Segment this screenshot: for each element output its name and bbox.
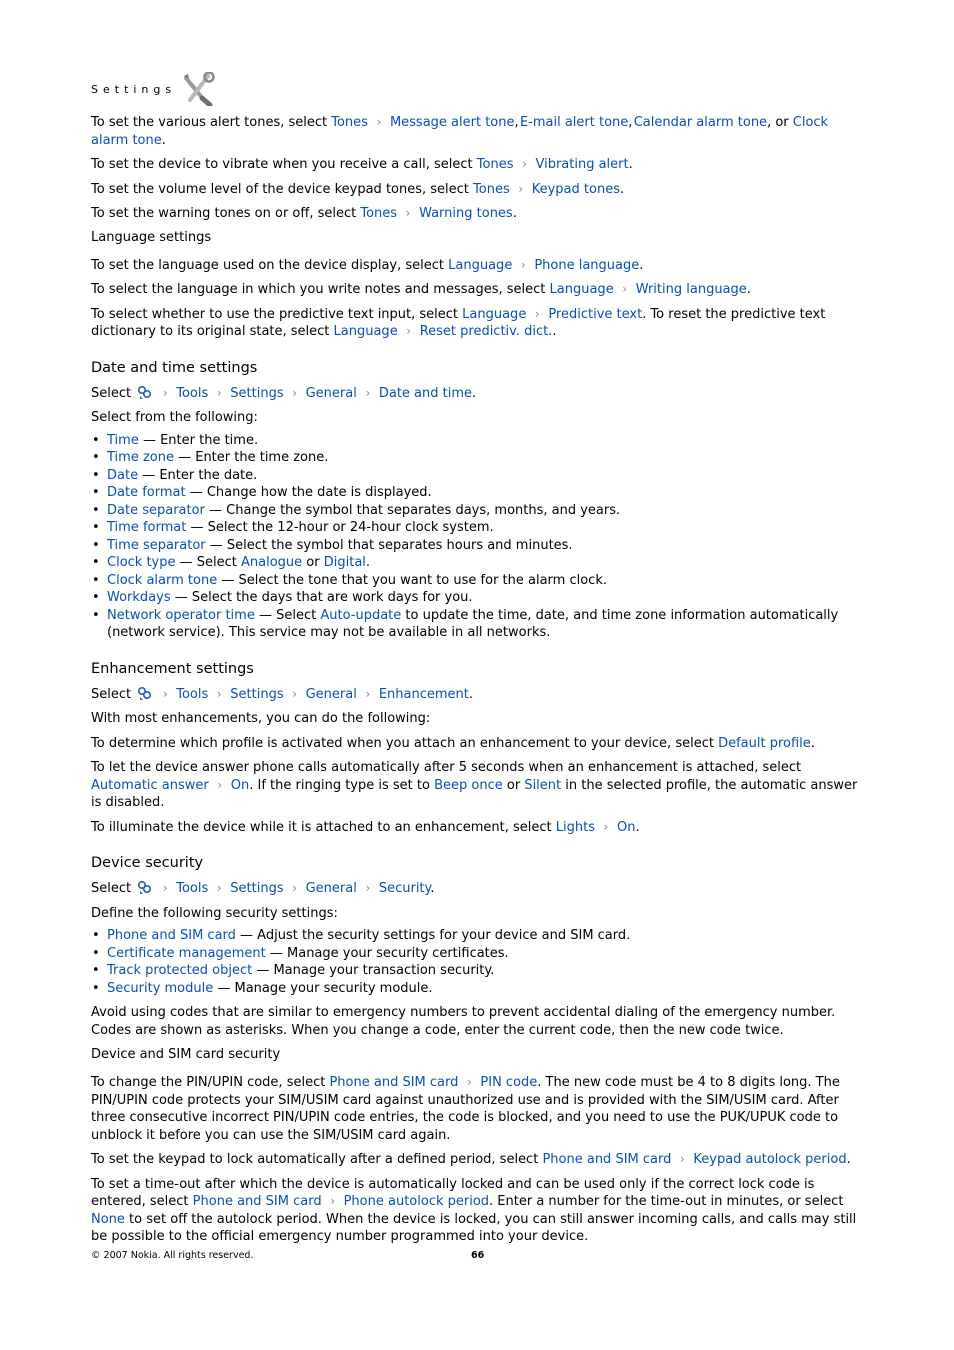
list-item: • Clock type — Select Analogue or Digital. xyxy=(91,554,866,572)
link-tones[interactable]: Tones xyxy=(476,157,514,172)
link-tones[interactable]: Tones xyxy=(360,206,398,221)
menu-key-icon xyxy=(137,686,152,701)
automatic-answer-paragraph: To let the device answer phone calls automatically after 5 seconds when an enhancement is attached, select Automatic answer › On. If the ringing type is set to Beep once or Silent in the selected profile, the automatic answer is disabled. xyxy=(91,760,858,810)
security-path: Select › Tools › Settings › General › Security. xyxy=(91,881,435,896)
link-clock-alarm-tone[interactable]: Clock alarm tone xyxy=(91,115,829,148)
list-item: • Date format — Change how the date is displayed. xyxy=(91,484,866,502)
link-time-separator[interactable]: Time separator xyxy=(107,537,206,553)
chevron-right-icon: › xyxy=(365,686,371,701)
link-silent[interactable]: Silent xyxy=(524,777,562,793)
lights-paragraph: To illuminate the device while it is attached to an enhancement, select Lights › On. xyxy=(91,819,640,835)
link-tools[interactable]: Tools xyxy=(176,686,209,702)
link-vibrating-alert[interactable]: Vibrating alert xyxy=(535,157,629,172)
chevron-right-icon: › xyxy=(217,777,223,792)
chevron-right-icon: › xyxy=(405,206,411,220)
copyright: © 2007 Nokia. All rights reserved. xyxy=(91,1250,254,1261)
link-message-alert-tone[interactable]: Message alert tone xyxy=(389,115,515,130)
link-clock-type[interactable]: Clock type xyxy=(107,555,176,570)
chevron-right-icon: › xyxy=(365,881,371,895)
link-keypad-autolock-period[interactable]: Keypad autolock period xyxy=(693,1152,847,1167)
link-time-zone[interactable]: Time zone xyxy=(107,450,174,465)
link-on[interactable]: On xyxy=(230,777,250,793)
link-on[interactable]: On xyxy=(616,819,636,835)
link-tones[interactable]: Tones xyxy=(331,115,368,130)
date-time-heading: Date and time settings xyxy=(91,359,258,376)
header-title: Settings xyxy=(91,82,177,96)
link-phone-and-sim-card[interactable]: Phone and SIM card xyxy=(107,928,236,943)
keypad-tones-paragraph: To set the volume level of the device keypad tones, select Tones › Keypad tones. xyxy=(91,181,625,197)
list-item: • Time zone — Enter the time zone. xyxy=(91,449,866,467)
list-item: • Workdays — Select the days that are work days for you. xyxy=(91,589,866,607)
chevron-right-icon: › xyxy=(466,1075,472,1089)
link-phone-language[interactable]: Phone language xyxy=(534,257,640,273)
chevron-right-icon: › xyxy=(292,881,298,895)
link-settings[interactable]: Settings xyxy=(230,686,284,702)
link-calendar-alarm-tone[interactable]: Calendar alarm tone xyxy=(633,115,768,130)
sim-security-heading: Device and SIM card security xyxy=(91,1047,281,1062)
link-network-operator-time[interactable]: Network operator time xyxy=(107,607,255,623)
link-general[interactable]: General xyxy=(305,881,357,896)
link-writing-language[interactable]: Writing language xyxy=(635,282,747,297)
link-time[interactable]: Time xyxy=(107,432,139,448)
enhancement-path: Select › Tools › Settings › General › Enhancement. xyxy=(91,686,474,702)
link-phone-and-sim-card[interactable]: Phone and SIM card xyxy=(542,1152,672,1167)
security-options-list xyxy=(91,927,866,997)
link-enhancement[interactable]: Enhancement xyxy=(378,686,469,702)
chevron-right-icon: › xyxy=(216,881,222,895)
link-clock-alarm-tone[interactable]: Clock alarm tone xyxy=(107,572,218,588)
chevron-right-icon: › xyxy=(292,385,298,400)
link-general[interactable]: General xyxy=(305,385,357,401)
link-date-format[interactable]: Date format xyxy=(107,485,186,500)
security-intro: Define the following security settings: xyxy=(91,905,338,921)
default-profile-paragraph: To determine which profile is activated when you attach an enhancement to your device, select Default profile. xyxy=(91,735,815,751)
link-none[interactable]: None xyxy=(91,1211,125,1227)
link-certificate-management[interactable]: Certificate management xyxy=(107,945,266,961)
document-page xyxy=(91,72,866,1253)
list-item: • Date separator — Change the symbol that separates days, months, and years. xyxy=(91,502,866,520)
alert-tones-paragraph: To set the various alert tones, select Tones › Message alert tone, E-mail alert tone, Calendar alarm tone, or Clock alarm tone. xyxy=(91,115,829,148)
device-security-heading: Device security xyxy=(91,855,204,871)
link-date-and-time[interactable]: Date and time xyxy=(378,385,473,401)
chevron-right-icon: › xyxy=(162,385,168,400)
link-auto-update[interactable]: Auto-update xyxy=(320,607,402,623)
list-item: • Network operator time — Select Auto-update to update the time, date, and time zone information automatically (network service). This service may not be available in all networks. xyxy=(91,607,866,642)
link-security-module[interactable]: Security module xyxy=(107,980,214,996)
link-phone-and-sim-card[interactable]: Phone and SIM card xyxy=(329,1075,459,1090)
date-time-options-list xyxy=(91,432,866,642)
link-language[interactable]: Language xyxy=(549,282,614,297)
chevron-right-icon: › xyxy=(518,181,524,196)
chevron-right-icon: › xyxy=(534,306,540,321)
link-time-format[interactable]: Time format xyxy=(107,520,187,535)
enhancement-heading: Enhancement settings xyxy=(91,660,254,677)
chevron-right-icon: › xyxy=(520,257,526,272)
chevron-right-icon: › xyxy=(376,115,382,129)
date-time-path: Select › Tools › Settings › General › Date and time. xyxy=(91,385,477,401)
vibrate-paragraph: To set the device to vibrate when you receive a call, select Tones › Vibrating alert. xyxy=(91,157,633,172)
link-predictive-text[interactable]: Predictive text xyxy=(548,306,643,322)
wrench-screwdriver-icon xyxy=(180,72,216,106)
list-item: • Date — Enter the date. xyxy=(91,467,866,485)
link-tools[interactable]: Tools xyxy=(176,385,209,401)
list-item: • Clock alarm tone — Select the tone that you want to use for the alarm clock. xyxy=(91,572,866,590)
link-general[interactable]: General xyxy=(305,686,357,702)
link-tones[interactable]: Tones xyxy=(473,181,510,197)
list-item: • Security module — Manage your security module. xyxy=(91,980,866,998)
chevron-right-icon: › xyxy=(216,686,222,701)
chevron-right-icon: › xyxy=(679,1152,685,1166)
writing-language-paragraph: To select the language in which you write notes and messages, select Language › Writing language. xyxy=(91,282,751,297)
list-item: • Time format — Select the 12-hour or 24-hour clock system. xyxy=(91,519,866,537)
predictive-text-paragraph: To select whether to use the predictive text input, select Language › Predictive text. To reset the predictive text dictionary to its original state, select Language › Reset predictiv. dict.. xyxy=(91,306,826,339)
link-tools[interactable]: Tools xyxy=(176,881,209,896)
link-default-profile[interactable]: Default profile xyxy=(718,735,811,751)
link-beep-once[interactable]: Beep once xyxy=(434,777,503,793)
avoid-codes-paragraph: Avoid using codes that are similar to emergency numbers to prevent accidental dialing of the emergency number. Codes are shown as asterisks. When you change a code, enter the current code, then the new code twice. xyxy=(91,1005,836,1038)
link-settings[interactable]: Settings xyxy=(230,385,284,401)
phone-language-paragraph: To set the language used on the device display, select Language › Phone language. xyxy=(91,257,644,273)
page-number: 66 xyxy=(471,1250,485,1261)
link-date[interactable]: Date xyxy=(107,467,139,483)
link-language[interactable]: Language xyxy=(448,257,513,273)
chevron-right-icon: › xyxy=(522,157,527,171)
chevron-right-icon: › xyxy=(216,385,222,400)
chevron-right-icon: › xyxy=(622,282,628,296)
link-phone-and-sim-card[interactable]: Phone and SIM card xyxy=(192,1194,322,1209)
chevron-right-icon: › xyxy=(292,686,298,701)
link-reset-predictive-dict[interactable]: Reset predictiv. dict. xyxy=(419,324,553,339)
menu-key-icon xyxy=(137,880,152,895)
link-date-separator[interactable]: Date separator xyxy=(107,502,205,518)
language-settings-heading: Language settings xyxy=(91,229,212,245)
list-item: • Phone and SIM card — Adjust the security settings for your device and SIM card. xyxy=(91,927,866,945)
link-email-alert-tone[interactable]: E-mail alert tone xyxy=(519,115,629,130)
link-digital[interactable]: Digital xyxy=(323,555,366,570)
page-header xyxy=(91,72,866,106)
link-workdays[interactable]: Workdays xyxy=(107,590,171,605)
link-settings[interactable]: Settings xyxy=(230,881,284,896)
enhancement-intro: With most enhancements, you can do the following: xyxy=(91,711,431,726)
link-keypad-tones[interactable]: Keypad tones xyxy=(531,181,620,197)
list-item: • Time separator — Select the symbol that separates hours and minutes. xyxy=(91,537,866,555)
link-automatic-answer[interactable]: Automatic answer xyxy=(91,777,209,793)
menu-key-icon xyxy=(137,385,152,400)
link-language[interactable]: Language xyxy=(462,306,527,322)
chevron-right-icon: › xyxy=(162,686,168,701)
link-analogue[interactable]: Analogue xyxy=(241,555,303,570)
link-language[interactable]: Language xyxy=(333,324,398,339)
link-phone-autolock-period[interactable]: Phone autolock period xyxy=(343,1194,490,1209)
link-lights[interactable]: Lights xyxy=(555,819,595,835)
list-item: • Time — Enter the time. xyxy=(91,432,866,450)
warning-tones-paragraph: To set the warning tones on or off, select Tones › Warning tones. xyxy=(91,206,517,221)
chevron-right-icon: › xyxy=(603,819,609,834)
keypad-autolock-paragraph: To set the keypad to lock automatically after a defined period, select Phone and SIM card › Keypad autolock period. xyxy=(91,1152,851,1167)
link-pin-code[interactable]: PIN code xyxy=(480,1075,538,1090)
list-item: • Certificate management — Manage your security certificates. xyxy=(91,945,866,963)
date-time-intro: Select from the following: xyxy=(91,410,258,425)
link-security[interactable]: Security xyxy=(378,881,431,896)
phone-autolock-paragraph: To set a time-out after which the device is automatically locked and can be used only if the correct lock code is entered, select Phone and SIM card › Phone autolock period. Enter a number for the time-out in minutes, or select None to set off the autolock period. When the device is locked, you can still answer incoming calls, and calls may still be possible to the official emergency number programmed into your device. xyxy=(91,1176,857,1244)
link-track-protected-object[interactable]: Track protected object xyxy=(107,963,253,978)
chevron-right-icon: › xyxy=(365,385,371,400)
chevron-right-icon: › xyxy=(162,881,168,895)
pin-code-paragraph: To change the PIN/UPIN code, select Phone and SIM card › PIN code. The new code must be 4 to 8 digits long. The PIN/UPIN code protects your SIM/USIM card against unauthorized use and is provided with the SIM/USIM card. After three consecutive incorrect PIN/UPIN code entries, the code is blocked, and you need to use the PUK/UPUK code to unblock it before you can use the SIM/USIM card again. xyxy=(91,1075,840,1143)
chevron-right-icon: › xyxy=(330,1194,335,1208)
chevron-right-icon: › xyxy=(406,324,412,338)
link-warning-tones[interactable]: Warning tones xyxy=(419,206,513,221)
list-item: • Track protected object — Manage your transaction security. xyxy=(91,962,866,980)
